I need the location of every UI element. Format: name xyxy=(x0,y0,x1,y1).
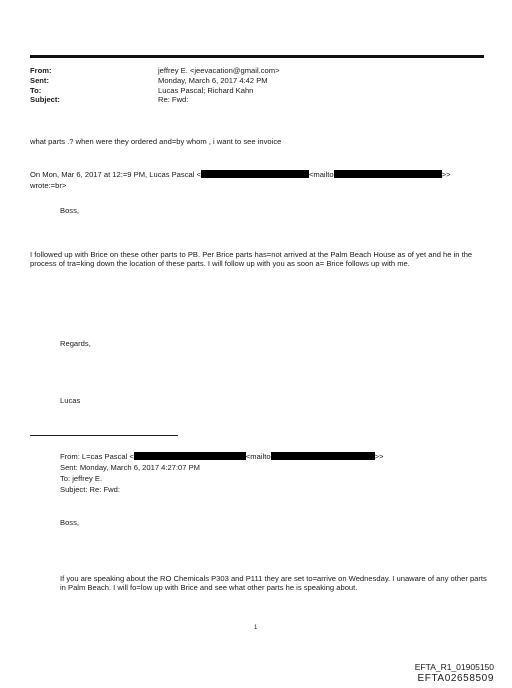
forward-from-suffix: >> xyxy=(374,452,384,461)
subject-value: Re: Fwd: xyxy=(158,95,189,105)
forward-sent: Sent: Monday, March 6, 2017 4:27:07 PM xyxy=(60,463,201,472)
closing: Regards, xyxy=(60,339,91,348)
bates-number-1: EFTA_R1_01905150 xyxy=(414,662,494,672)
to-row xyxy=(30,86,490,96)
sent-value: Monday, March 6, 2017 4:42 PM xyxy=(158,75,268,85)
greeting: Boss, xyxy=(60,518,79,527)
email-header xyxy=(30,66,490,105)
forward-from xyxy=(60,452,383,461)
forward-subject: Subject: Re: Fwd: xyxy=(60,485,120,494)
reply-text: what parts .? when were they ordered and=by whom , i want to see invoice xyxy=(30,137,282,146)
redaction-bar xyxy=(271,452,375,460)
forward-divider xyxy=(30,435,178,436)
from-label: From: xyxy=(30,66,52,75)
message-paragraph: If you are speaking about the RO Chemicals P303 and P111 they are set to=arrive on Wednesday. I unaware of any other parts in Palm Beach. I will fo=low up with Brice and see what other parts he is speaking about. xyxy=(60,574,487,593)
signature: Lucas xyxy=(60,396,81,405)
forward-to: To: jeffrey E. xyxy=(60,474,103,483)
redaction-bar xyxy=(201,170,309,178)
to-value: Lucas Pascal; Richard Kahn xyxy=(158,85,254,95)
forward-mailto: <mailto xyxy=(245,452,271,461)
to-label: To: xyxy=(30,85,42,95)
subject-label: Subject: xyxy=(30,95,60,105)
sent-label: Sent: xyxy=(30,75,49,85)
sent-row xyxy=(30,76,490,86)
message-paragraph: I followed up with Brice on these other parts to PB. Per Brice parts has=not arrived at the Palm Beach House as of yet and he in the process of tra=king down the location of these parts. I will follow up with you as soon a= Brice follows up with me. xyxy=(30,250,473,269)
quote-attribution xyxy=(30,170,451,179)
redaction-bar xyxy=(334,170,442,178)
quote-wrote: wrote:=br> xyxy=(30,181,67,190)
quote-prefix: On Mon, Mar 6, 2017 at 12:=9 PM, Lucas Pascal < xyxy=(30,170,201,179)
from-row xyxy=(30,66,490,76)
quote-mailto: <mailto xyxy=(308,170,334,179)
from-value: jeffrey E. <jeevacation@gmail.com> xyxy=(158,66,280,75)
bates-number-2: EFTA02658509 xyxy=(417,673,494,684)
header-divider xyxy=(30,55,484,58)
greeting: Boss, xyxy=(60,206,79,215)
redaction-bar xyxy=(134,452,246,460)
quote-suffix: >> xyxy=(441,170,451,179)
page-number: 1 xyxy=(254,625,258,631)
subject-row xyxy=(30,95,490,105)
forward-from-prefix: From: L=cas Pascal < xyxy=(60,452,134,461)
